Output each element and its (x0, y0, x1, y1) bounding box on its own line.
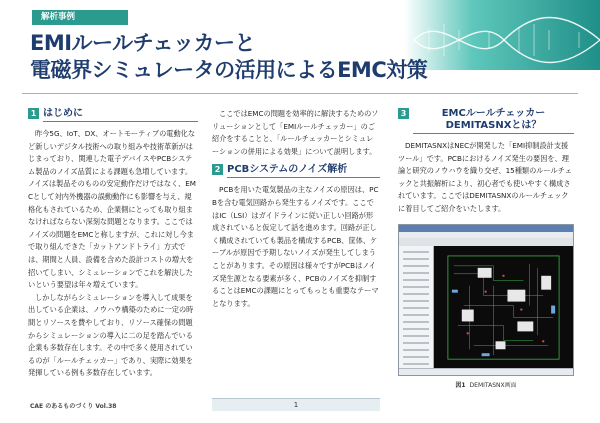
section-2-title: PCBシステムのノイズ解析 (227, 164, 380, 178)
figure-window-titlebar (399, 225, 573, 232)
header-divider (22, 93, 578, 94)
figure-label: 図1 (455, 381, 466, 389)
page-title (30, 30, 427, 84)
section-1-number: 1 (28, 108, 39, 119)
figure-window-side-panel (399, 246, 434, 369)
section-1-title: はじめに (43, 108, 198, 122)
footer-publication: CAE のあるものづくり Vol.38 (30, 403, 117, 410)
column-2 (212, 108, 380, 310)
column-1 (28, 108, 198, 380)
case-study-label: 解析事例 (32, 10, 128, 25)
section-3-title (413, 108, 574, 134)
demitasnx-screenshot-figure (398, 224, 574, 376)
section-2-paragraph-1: PCBを用いた電気製品の主なノイズの原因は、PCBを含む電気回路から発生するノイズです。ここではIC（LSI）はガイドラインに従い正しい回路が形成されていると仮定して話を進めます。回路が正しく構成されていても製品を構成するPCB、筐体、ケーブルが原因で予期しないノイズが発生してしまうことがあります。その原因は様々ですがPCBはノイズ発生源となる要素が多く、PCBのノイズを抑制することはEMCの課題にとってもっとも重要なテーマとなります。 (212, 185, 379, 308)
figure-caption-text: DEMITASNX画面 (469, 381, 517, 389)
section-3-title-line-1: EMCルールチェッカー (441, 108, 546, 119)
page-title-line-1: EMIルールチェッカーと (30, 31, 256, 55)
page-title-line-2: 電磁界シミュレータの活用によるEMC対策 (30, 58, 428, 82)
section-3-number: 3 (398, 108, 409, 119)
section-2-heading (212, 164, 380, 178)
figure-caption (398, 380, 574, 393)
section-3-title-line-2: DEMITASNXとは？ (445, 120, 542, 131)
column-3 (398, 108, 574, 392)
figure-window-statusbar (399, 368, 573, 375)
pcb-layout-canvas (434, 246, 573, 370)
section-1-paragraph-2: しかしながらシミュレーションを導入して成果を出している企業は、ノウハウ構築のために一定の時間とリソースを費やしており、リソース確保の問題からシミュレーションの導入に二の足を踏んでいる企業も多数存在します。その中で多く使用されているのが「ルールチェッカー」であり、実際に効果を発揮している例も多数存在しています。 (28, 292, 194, 378)
section-1-heading (28, 108, 198, 122)
header-wave-decoration (404, 0, 600, 70)
page-number: 1 (212, 398, 380, 411)
section-3-paragraph-1: DEMITASNXはNECが開発した「EMI抑制設計支援ツール」です。PCBにおけるノイズ発生の要因を、理論と研究のノウハウを織り交ぜ、15種類のルールチェックと共振解析により、初心者でも使いやすく構成されています。ここではDEMITASNXのルールチェックに着目してご紹介をいたします。 (398, 141, 572, 213)
section-2-number: 2 (212, 164, 223, 175)
section-2-intro-paragraph: ここではEMCの問題を効率的に解決するためのソリューションとして「EMIルールチェッカー」のご紹介をすることと、「ルールチェッカーとシミュレーションの併用による効果」について説明します。 (212, 109, 379, 156)
section-1-paragraph-1: 昨今5G、IoT、DX、オートモーティブの電動化など新しいデジタル技術への取り組みや技術革新がはじまっており、関連した電子デバイスやPCBシステム製品のノイズ品質による課題も急増しています。ノイズは製品そのものの安定動作だけではなく、EMCとして対内外機器の誤動動作にも影響を与え、規格化もされているため、企業側にとっても取り組まなければならない深刻な問題となります。ここではノイズの問題をEMCと称しますが、これに対し今まで取り組んできた「カットアンドトライ」方式では、期間と人員、設備を含めた設計コストの増大を招いてしまい、シミュレーションでこれを解決したいという要望は年々増えています。 (28, 129, 197, 290)
section-3-heading (398, 108, 574, 134)
